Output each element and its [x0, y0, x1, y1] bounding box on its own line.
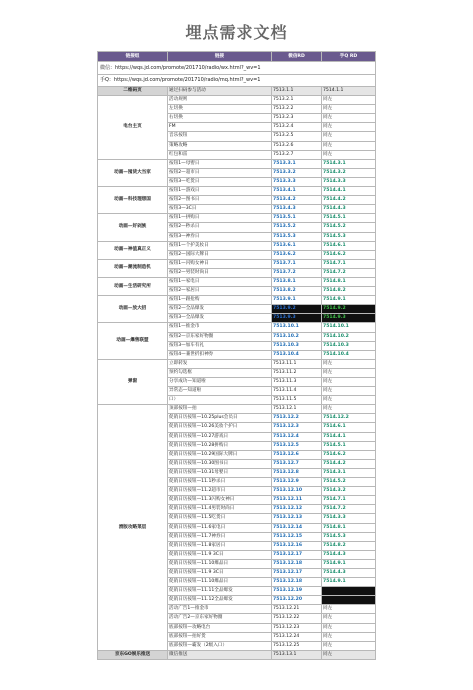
- qq-rd-cell: 7514.6.1: [322, 423, 376, 432]
- qq-rd-cell: 7514.3.1: [322, 468, 376, 477]
- wx-rd-cell: 7513.12.18: [272, 578, 322, 587]
- qq-rd-cell: 7514.5.2: [322, 478, 376, 487]
- wx-rd-cell: 7513.12.7: [272, 459, 322, 468]
- link-cell: 预约勾选框: [168, 368, 272, 377]
- qq-rd-cell: 7514.8.1: [322, 523, 376, 532]
- group-name-cell: 动画—好剁族: [98, 214, 168, 241]
- group-name-cell: 京东GO娱乐推送: [98, 650, 168, 659]
- qq-rd-cell: 同左: [322, 150, 376, 159]
- link-cell: 顶部按钮—拍: [168, 405, 272, 414]
- link-cell: 按钮1—推金币: [168, 323, 272, 332]
- wx-rd-cell: 7513.12.14: [272, 523, 322, 532]
- group-name-cell: 弹窗: [98, 359, 168, 404]
- wx-rd-cell: 7513.10.4: [272, 350, 322, 359]
- wx-rd-cell: 7513.12.20: [272, 596, 322, 605]
- wx-rd-cell: 7513.3.3: [272, 177, 322, 186]
- qq-rd-cell: 同左: [322, 387, 376, 396]
- link-cell: 按钮1—母婴日: [168, 159, 272, 168]
- link-cell: 促销日历按钮—11.4男装时尚日: [168, 505, 272, 514]
- qq-rd-cell: 7514.5.3: [322, 532, 376, 541]
- wx-rd-cell: 7513.12.3: [272, 423, 322, 432]
- qq-rd-cell: 7514.9.1: [322, 296, 376, 305]
- link-cell: 按钮3—神券日: [168, 232, 272, 241]
- qq-rd-cell: 同左: [322, 359, 376, 368]
- link-cell: 促销日历按钮—11.10爆品日: [168, 559, 272, 568]
- qq-rd-cell: 7514.10.3: [322, 341, 376, 350]
- link-cell: 立即转发: [168, 359, 272, 368]
- wx-rd-cell: 7513.9.2: [272, 305, 322, 314]
- wx-rd-cell: 7513.5.1: [272, 214, 322, 223]
- url-row-qq: [98, 75, 376, 87]
- link-cell: 促销日历按钮—11.6家电日: [168, 523, 272, 532]
- link-cell: 按钮2—国际大牌日: [168, 250, 272, 259]
- table-row: [98, 187, 376, 196]
- qq-rd-cell: 7514.9.2: [322, 305, 376, 314]
- link-cell: 按钮2—京东家好物圈: [168, 332, 272, 341]
- link-cell: 活动广告1—推金币: [168, 605, 272, 614]
- table-row: [98, 277, 376, 286]
- header-qq-rd: 手Q RD: [322, 52, 376, 62]
- wx-rd-cell: 7513.12.1: [272, 405, 322, 414]
- qq-rd-cell: 7514.4.2: [322, 459, 376, 468]
- link-cell: 按钮1—跟抢购: [168, 296, 272, 305]
- link-cell: 底部按钮—拍好货: [168, 632, 272, 641]
- wx-rd-cell: 7513.1.1: [272, 87, 322, 96]
- link-cell: 促销日历按钮—11.3闪购女神日: [168, 496, 272, 505]
- link-cell: 促销日历按钮—11.10爆品日: [168, 578, 272, 587]
- table-row: [98, 87, 376, 96]
- qq-rd-cell: 7514.5.1: [322, 441, 376, 450]
- qq-rd-cell: 同左: [322, 114, 376, 123]
- wx-rd-cell: 7513.3.1: [272, 159, 322, 168]
- qq-rd-cell: 7514.4.3: [322, 205, 376, 214]
- qq-rd-cell: 同左: [322, 123, 376, 132]
- wx-rd-cell: 7513.11.1: [272, 359, 322, 368]
- qq-rd-cell: 同左: [322, 650, 376, 659]
- group-name-cell: 动画—放大招: [98, 296, 168, 323]
- wx-rd-cell: 7513.11.2: [272, 368, 322, 377]
- wx-rd-cell: 7513.12.13: [272, 514, 322, 523]
- url-wechat[interactable]: 微信：https://wqs.jd.com/promote/201710/radio/wx.html?_wv=1: [98, 62, 376, 75]
- group-name-cell: 二维码页: [98, 87, 168, 96]
- link-cell: 促销日历按钮—11.5吃货日: [168, 514, 272, 523]
- qq-rd-cell: 7514.3.3: [322, 514, 376, 523]
- table-row: [98, 214, 376, 223]
- link-cell: 右切换: [168, 114, 272, 123]
- link-cell: 按钮3—全品爆发: [168, 314, 272, 323]
- wx-rd-cell: 7513.8.1: [272, 277, 322, 286]
- link-cell: 策略攻略: [168, 141, 272, 150]
- wx-rd-cell: 7513.2.2: [272, 105, 322, 114]
- qq-rd-cell: 同左: [322, 141, 376, 150]
- wx-rd-cell: 7513.12.8: [272, 468, 322, 477]
- wx-rd-cell: 7513.2.1: [272, 96, 322, 105]
- wx-rd-cell: 7513.12.2: [272, 414, 322, 423]
- header-wx-rd: 微信RD: [272, 52, 322, 62]
- wx-rd-cell: 7513.8.2: [272, 287, 322, 296]
- qq-rd-cell: 同左: [322, 623, 376, 632]
- wx-rd-cell: 7513.4.1: [272, 187, 322, 196]
- qq-rd-cell: 同左: [322, 632, 376, 641]
- wx-rd-cell: 7513.4.2: [272, 196, 322, 205]
- link-cell: 按钮2—家居日: [168, 287, 272, 296]
- link-cell: 分享成功—知道啦: [168, 378, 272, 387]
- table-row: [98, 405, 376, 414]
- qq-rd-cell: 7514.10.2: [322, 332, 376, 341]
- link-cell: 促销日历按钮—11.2超市日: [168, 487, 272, 496]
- qq-rd-cell: 7514.4.2: [322, 196, 376, 205]
- wx-rd-cell: 7513.11.5: [272, 396, 322, 405]
- table-header-row: [98, 52, 376, 62]
- group-name-cell: 动画—潮流制造机: [98, 259, 168, 277]
- qq-rd-cell: 7514.8.1: [322, 277, 376, 286]
- qq-rd-cell: 7514.5.3: [322, 232, 376, 241]
- link-cell: 促销日历按钮—11.12全品爆发: [168, 596, 272, 605]
- wx-rd-cell: 7513.12.23: [272, 623, 322, 632]
- group-name-cell: 滑版攻略菜层: [98, 405, 168, 651]
- qq-rd-cell: 7514.5.1: [322, 214, 376, 223]
- qq-rd-cell: 7514.12.2: [322, 414, 376, 423]
- page-title: 埋点需求文档: [185, 23, 288, 42]
- link-cell: 按钮2—图书日: [168, 196, 272, 205]
- link-cell: FM: [168, 123, 272, 132]
- group-name-cell: 动画—爆售联盟: [98, 323, 168, 359]
- wx-rd-cell: 7513.9.1: [272, 296, 322, 305]
- link-cell: 促销日历按钮—10.26美妆个护日: [168, 423, 272, 432]
- link-cell: 按钮2—超市日: [168, 168, 272, 177]
- table-row: [98, 259, 376, 268]
- table-row: [98, 359, 376, 368]
- link-cell: 按钮3—3C日: [168, 205, 272, 214]
- wx-rd-cell: 7513.12.5: [272, 441, 322, 450]
- url-row-wechat: [98, 62, 376, 75]
- wx-rd-cell: 7513.13.1: [272, 650, 322, 659]
- wx-rd-cell: 7513.12.6: [272, 450, 322, 459]
- wx-rd-cell: 7513.2.6: [272, 141, 322, 150]
- link-cell: 按钮2—男装时尚日: [168, 268, 272, 277]
- link-cell: 促销日历按钮—11.9 3C日: [168, 550, 272, 559]
- link-cell: 活动规则: [168, 96, 272, 105]
- qq-rd-cell: 7514.1.1: [322, 87, 376, 96]
- link-cell: 按钮2—秒杀日: [168, 223, 272, 232]
- qq-rd-cell: 7514.9.1: [322, 559, 376, 568]
- wx-rd-cell: 7513.11.3: [272, 378, 322, 387]
- qq-rd-cell: 同左: [322, 614, 376, 623]
- qq-rd-cell: 7514.7.2: [322, 505, 376, 514]
- wx-rd-cell: 7513.12.18: [272, 559, 322, 568]
- group-name-cell: 动画—生活研究所: [98, 277, 168, 295]
- wx-rd-cell: 7513.10.2: [272, 332, 322, 341]
- qq-rd-cell: [322, 587, 376, 596]
- qq-rd-cell: 7514.10.1: [322, 323, 376, 332]
- qq-rd-cell: 7514.4.1: [322, 432, 376, 441]
- link-cell: 促销日历按钮—10.31母婴日: [168, 468, 272, 477]
- wx-rd-cell: 7513.12.4: [272, 432, 322, 441]
- link-cell: 红包和雷: [168, 150, 272, 159]
- group-name-cell: 动画—神值真正义: [98, 241, 168, 259]
- link-cell: 按钮1—游戏日: [168, 187, 272, 196]
- link-cell: 促销日历按钮—10.27游戏日: [168, 432, 272, 441]
- table-row: [98, 96, 376, 105]
- wx-rd-cell: 7513.6.1: [272, 241, 322, 250]
- link-cell: 促销日历按钮—11.8家居日: [168, 541, 272, 550]
- link-cell: 按钮1—个护美妆日: [168, 241, 272, 250]
- qq-rd-cell: 7514.6.1: [322, 241, 376, 250]
- qq-rd-cell: 7514.8.2: [322, 287, 376, 296]
- wx-rd-cell: 7513.12.21: [272, 605, 322, 614]
- wx-rd-cell: 7513.2.3: [272, 114, 322, 123]
- wx-rd-cell: 7513.12.22: [272, 614, 322, 623]
- group-name-cell: 电台主页: [98, 96, 168, 160]
- qq-rd-cell: 7514.7.2: [322, 268, 376, 277]
- link-cell: 促销日历按钮—10.25plus会员日: [168, 414, 272, 423]
- wx-rd-cell: 7513.12.15: [272, 532, 322, 541]
- qq-rd-cell: 同左: [322, 396, 376, 405]
- qq-rd-cell: [322, 596, 376, 605]
- wx-rd-cell: 7513.2.4: [272, 123, 322, 132]
- qq-rd-cell: 同左: [322, 132, 376, 141]
- table-row: [98, 241, 376, 250]
- wx-rd-cell: 7513.12.17: [272, 550, 322, 559]
- qq-rd-cell: 同左: [322, 368, 376, 377]
- qq-rd-cell: 7514.7.1: [322, 259, 376, 268]
- header-group: 链接组: [98, 52, 168, 62]
- qq-rd-cell: 同左: [322, 405, 376, 414]
- link-cell: 口）: [168, 396, 272, 405]
- wx-rd-cell: 7513.12.10: [272, 487, 322, 496]
- wx-rd-cell: 7513.12.12: [272, 505, 322, 514]
- wx-rd-cell: 7513.5.3: [272, 232, 322, 241]
- wx-rd-cell: 7513.9.3: [272, 314, 322, 323]
- wx-rd-cell: 7513.7.2: [272, 268, 322, 277]
- link-cell: 按钮1—拼购日: [168, 214, 272, 223]
- link-cell: 左切换: [168, 105, 272, 114]
- wx-rd-cell: 7513.12.17: [272, 568, 322, 577]
- link-cell: 促销日历按钮—11.9 3C日: [168, 568, 272, 577]
- wx-rd-cell: 7513.12.11: [272, 496, 322, 505]
- group-name-cell: 动画—囤货大当家: [98, 159, 168, 186]
- wx-rd-cell: 7513.2.7: [272, 150, 322, 159]
- link-cell: 通过扫码参与活动: [168, 87, 272, 96]
- wx-rd-cell: 7513.5.2: [272, 223, 322, 232]
- link-cell: 按钮2—全品爆发: [168, 305, 272, 314]
- link-cell: 促销日历按钮—11.11全品爆发: [168, 587, 272, 596]
- link-cell: 底部按钮—霸发（2级入口）: [168, 641, 272, 650]
- qq-rd-cell: 7514.6.2: [322, 250, 376, 259]
- wx-rd-cell: 7513.3.2: [272, 168, 322, 177]
- link-cell: 促销日历按钮—10.29国际大牌日: [168, 450, 272, 459]
- table-row: [98, 323, 376, 332]
- header-link: 链接: [168, 52, 272, 62]
- link-cell: 微信推送: [168, 650, 272, 659]
- table-row: [98, 159, 376, 168]
- url-qq[interactable]: 手Q：https://wqs.jd.com/promote/201710/radio/mq.html?_wv=1: [98, 75, 376, 87]
- link-cell: 音乐按钮: [168, 132, 272, 141]
- wx-rd-cell: 7513.11.4: [272, 387, 322, 396]
- qq-rd-cell: 7514.8.2: [322, 541, 376, 550]
- link-cell: 促销日历按钮—10.28拼购日: [168, 441, 272, 450]
- qq-rd-cell: 同左: [322, 96, 376, 105]
- wx-rd-cell: 7513.6.2: [272, 250, 322, 259]
- qq-rd-cell: 7514.3.2: [322, 168, 376, 177]
- link-cell: 异常态—知道啦: [168, 387, 272, 396]
- tracking-table: [97, 51, 376, 660]
- link-cell: 按钮3—加车有礼: [168, 341, 272, 350]
- wx-rd-cell: 7513.12.9: [272, 478, 322, 487]
- wx-rd-cell: 7513.12.16: [272, 541, 322, 550]
- qq-rd-cell: 同左: [322, 641, 376, 650]
- link-cell: 按钮4—兼世折扣神券: [168, 350, 272, 359]
- link-cell: 活动广告2—京东家好物圈: [168, 614, 272, 623]
- table-row: [98, 650, 376, 659]
- qq-rd-cell: 7514.9.1: [322, 578, 376, 587]
- qq-rd-cell: 7514.3.2: [322, 487, 376, 496]
- wx-rd-cell: 7513.12.25: [272, 641, 322, 650]
- qq-rd-cell: 7514.5.2: [322, 223, 376, 232]
- qq-rd-cell: 同左: [322, 605, 376, 614]
- wx-rd-cell: 7513.10.1: [272, 323, 322, 332]
- qq-rd-cell: 7514.6.2: [322, 450, 376, 459]
- wx-rd-cell: 7513.4.3: [272, 205, 322, 214]
- link-cell: 按钮1—家电日: [168, 277, 272, 286]
- qq-rd-cell: 7514.9.3: [322, 314, 376, 323]
- wx-rd-cell: 7513.10.3: [272, 341, 322, 350]
- wx-rd-cell: 7513.2.5: [272, 132, 322, 141]
- qq-rd-cell: 7514.4.1: [322, 187, 376, 196]
- wx-rd-cell: 7513.7.1: [272, 259, 322, 268]
- qq-rd-cell: 7514.10.4: [322, 350, 376, 359]
- qq-rd-cell: 同左: [322, 105, 376, 114]
- qq-rd-cell: 7514.4.3: [322, 550, 376, 559]
- link-cell: 按钮1—闪购女神日: [168, 259, 272, 268]
- qq-rd-cell: 7514.3.1: [322, 159, 376, 168]
- link-cell: 按钮3—吃货日: [168, 177, 272, 186]
- qq-rd-cell: 7514.3.3: [322, 177, 376, 186]
- qq-rd-cell: 同左: [322, 378, 376, 387]
- wx-rd-cell: 7513.12.19: [272, 587, 322, 596]
- qq-rd-cell: 7514.7.1: [322, 496, 376, 505]
- link-cell: 促销日历按钮—10.30图书日: [168, 459, 272, 468]
- qq-rd-cell: 7514.4.3: [322, 568, 376, 577]
- link-cell: 促销日历按钮—11.1秒杀日: [168, 478, 272, 487]
- wx-rd-cell: 7513.12.24: [272, 632, 322, 641]
- table-row: [98, 296, 376, 305]
- link-cell: 底部按钮—攻略电台: [168, 623, 272, 632]
- group-name-cell: 动画—科技理想国: [98, 187, 168, 214]
- link-cell: 促销日历按钮—11.7神券日: [168, 532, 272, 541]
